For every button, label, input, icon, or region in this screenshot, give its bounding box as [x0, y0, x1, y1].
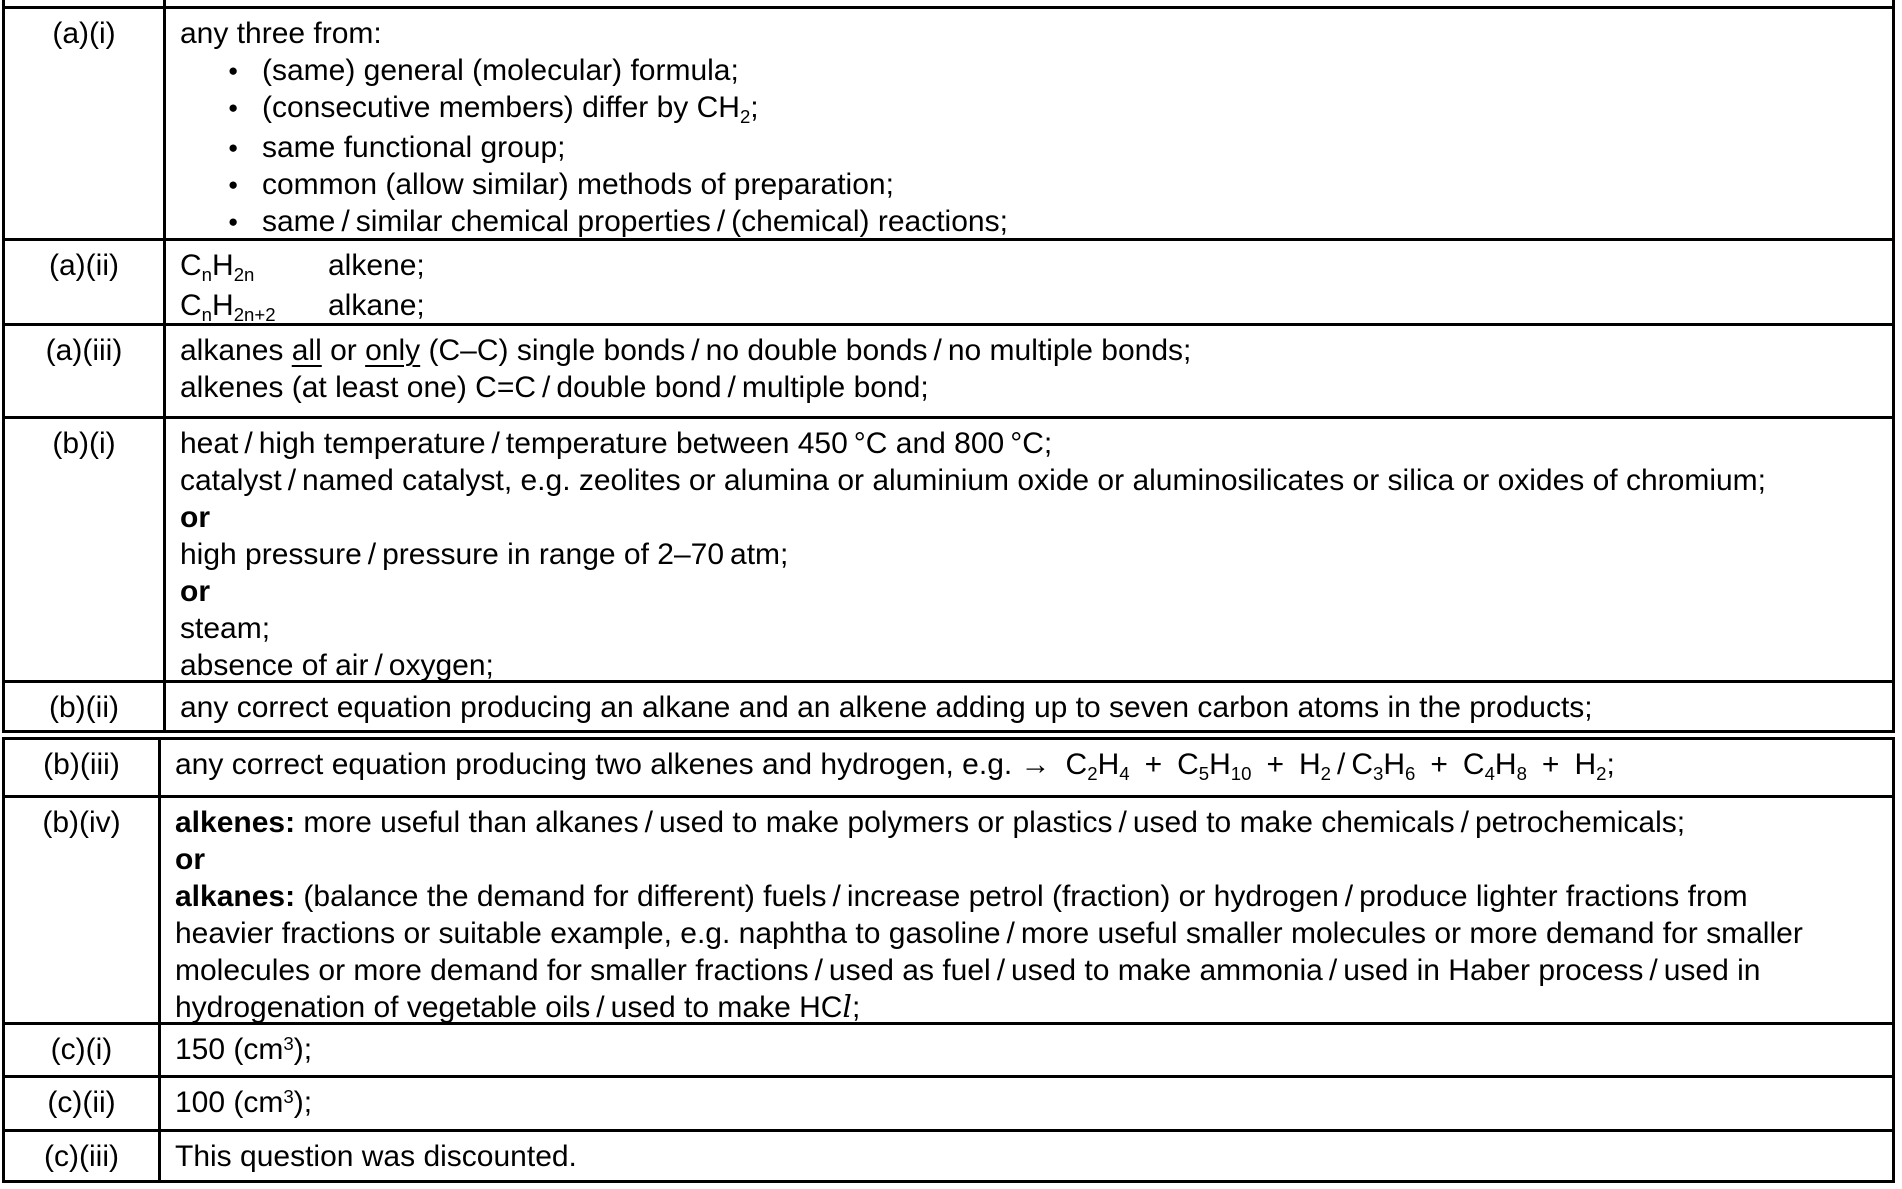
text-segment: H [212, 249, 234, 282]
text-segment: alkanes: [175, 880, 296, 913]
cutoff-answer-cell [166, 0, 1892, 6]
text-segment: 4 [1484, 762, 1495, 784]
question-ref: (b)(i) [5, 419, 166, 680]
answer-cell [161, 798, 1892, 1022]
answer-cell [166, 9, 1892, 238]
answer-line [175, 915, 1882, 952]
answer-line [180, 425, 1882, 462]
text-segment: any correct equation producing two alkenes and hydrogen, e.g. → C [175, 748, 1088, 781]
cutoff-previous-row [5, 0, 1892, 9]
text-segment: 8 [1516, 762, 1527, 784]
text-segment: alkane; [328, 289, 425, 322]
answer-line [180, 573, 1882, 610]
question-ref: (a)(i) [5, 9, 166, 238]
bullet-point [180, 129, 1882, 166]
row-ciii [5, 1129, 1892, 1180]
row-bi [5, 416, 1892, 680]
answer-line [175, 878, 1882, 915]
answer-line [180, 689, 1882, 726]
text-segment: This question was discounted. [175, 1140, 577, 1173]
text-segment: 10 [1230, 762, 1252, 784]
text-segment: steam; [180, 612, 271, 645]
text-segment: l [842, 990, 853, 1022]
text-segment: 5 [1198, 762, 1210, 784]
text-segment: molecules or more demand for smaller fractions / used as fuel / used to make ammonia / used in Haber process / used in [175, 954, 1761, 987]
text-segment: (balance the demand for different) fuels / increase petrol (fraction) or hydrogen / produce lighter fractions from [295, 880, 1748, 913]
text-segment: alkenes (at least one) C=C / double bond / multiple bond; [180, 371, 929, 404]
answer-line [175, 952, 1882, 989]
bullet-point [180, 52, 1882, 89]
answer-cell [161, 1078, 1892, 1129]
answer-cell [166, 419, 1892, 680]
row-aii [5, 238, 1892, 323]
question-ref: (a)(iii) [5, 326, 166, 416]
answer-cell [166, 241, 1892, 323]
text-segment: (consecutive members) differ by CH [262, 91, 740, 124]
text-segment: 4 [1119, 762, 1130, 784]
cutoff-question-ref-cell [5, 0, 166, 6]
question-ref: (a)(ii) [5, 241, 166, 323]
text-segment: + C [1415, 748, 1485, 781]
answer-line [180, 369, 1882, 406]
text-segment: absence of air / oxygen; [180, 649, 494, 680]
row-bii [5, 680, 1892, 730]
answer-line [180, 536, 1882, 573]
answer-line [180, 647, 1882, 680]
text-segment: C [180, 289, 202, 322]
text-segment: ; [1606, 748, 1615, 781]
text-segment: C [180, 249, 202, 282]
answer-line [175, 804, 1882, 841]
text-segment: 150 (cm [175, 1033, 284, 1066]
question-ref: (b)(ii) [5, 683, 166, 730]
answer-cell [166, 683, 1892, 730]
question-ref: (b)(iii) [5, 740, 161, 795]
text-segment: or [321, 334, 366, 367]
answer-line [180, 247, 1882, 287]
answer-line [175, 841, 1882, 878]
text-segment: H [1097, 748, 1120, 781]
text-segment: or [175, 843, 205, 876]
text-segment: alkene; [328, 249, 425, 282]
text-segment: + C [1129, 748, 1199, 781]
text-segment: hydrogenation of vegetable oils / used to make HC [175, 991, 843, 1022]
text-segment: 100 (cm [175, 1086, 284, 1119]
answer-line [180, 499, 1882, 536]
text-segment: 2 [1087, 762, 1098, 784]
text-segment: H [1494, 748, 1517, 781]
text-segment: only [365, 334, 421, 367]
text-segment: heavier fractions or suitable example, e.g. naphtha to gasoline / more useful smaller molecules or more demand for smaller [175, 917, 1803, 950]
row-cii [5, 1075, 1892, 1129]
text-segment: any correct equation producing an alkane and an alkene adding up to seven carbon atoms in the products; [180, 691, 1593, 724]
text-segment: 2n [233, 263, 255, 285]
text-segment: (same) general (molecular) formula; [262, 54, 739, 87]
answer-cell [166, 326, 1892, 416]
text-segment: 3 [283, 1033, 294, 1055]
answer-line [180, 462, 1882, 499]
answer-line [180, 610, 1882, 647]
text-segment: heat / high temperature / temperature between 450 °C and 800 °C; [180, 427, 1053, 460]
answer-cell [161, 1025, 1892, 1075]
answer-line [175, 1084, 1882, 1124]
text-segment: / C [1331, 748, 1374, 781]
text-segment: same functional group; [262, 131, 566, 164]
text-segment: or [180, 501, 210, 534]
row-ci [5, 1022, 1892, 1075]
text-segment: 6 [1405, 762, 1416, 784]
question-ref: (c)(ii) [5, 1078, 161, 1129]
row-ai [5, 9, 1892, 238]
text-segment: ; [750, 91, 759, 124]
answer-cell [161, 740, 1892, 795]
row-aiii [5, 323, 1892, 416]
text-segment: all [291, 334, 322, 367]
text-segment: 3 [1373, 762, 1384, 784]
text-segment: same / similar chemical properties / (chemical) reactions; [262, 205, 1008, 238]
text-segment: 2 [1320, 762, 1331, 784]
text-segment: any three from: [180, 17, 382, 50]
text-segment: n [201, 303, 213, 323]
mark-scheme-table-upper [2, 0, 1895, 733]
text-segment: 2n+2 [233, 303, 276, 323]
text-segment: + H [1526, 748, 1597, 781]
answer-line [180, 332, 1882, 369]
text-segment: high pressure / pressure in range of 2–70 atm; [180, 538, 789, 571]
mark-scheme-table-lower [2, 737, 1895, 1183]
bullet-point [180, 203, 1882, 238]
text-segment: H [1383, 748, 1406, 781]
answer-cell [161, 1132, 1892, 1180]
formula [180, 287, 328, 323]
text-segment: common (allow similar) methods of preparation; [262, 168, 894, 201]
text-segment: catalyst / named catalyst, e.g. zeolites or alumina or aluminium oxide or aluminosilicates or silica or oxides of chromium; [180, 464, 1767, 497]
answer-line [175, 989, 1882, 1022]
text-segment: alkanes [180, 334, 292, 367]
text-segment: alkenes: [175, 806, 296, 839]
row-biii [5, 740, 1892, 795]
question-ref: (c)(iii) [5, 1132, 161, 1180]
formula [180, 247, 328, 287]
answer-line [175, 1138, 1882, 1175]
question-ref: (b)(iv) [5, 798, 161, 1022]
bullet-point [180, 89, 1882, 129]
text-segment: H [1209, 748, 1231, 781]
answer-line [180, 287, 1882, 323]
text-segment: H [212, 289, 234, 322]
text-segment: ); [293, 1086, 313, 1119]
text-segment: n [201, 263, 213, 285]
text-segment: ); [293, 1033, 313, 1066]
text-segment: 2 [739, 105, 751, 127]
text-segment: more useful than alkanes / used to make polymers or plastics / used to make chemicals / petrochemicals; [295, 806, 1686, 839]
answer-line [175, 1031, 1882, 1071]
text-segment: ; [852, 991, 861, 1022]
answer-line [180, 15, 1882, 52]
question-ref: (c)(i) [5, 1025, 161, 1075]
bullet-point [180, 166, 1882, 203]
text-segment: 3 [283, 1086, 294, 1108]
text-segment: or [180, 575, 210, 608]
answer-line [175, 746, 1882, 786]
text-segment: (C–C) single bonds / no double bonds / no multiple bonds; [420, 334, 1192, 367]
text-segment: 2 [1596, 762, 1607, 784]
row-biv [5, 795, 1892, 1022]
text-segment: + H [1251, 748, 1321, 781]
